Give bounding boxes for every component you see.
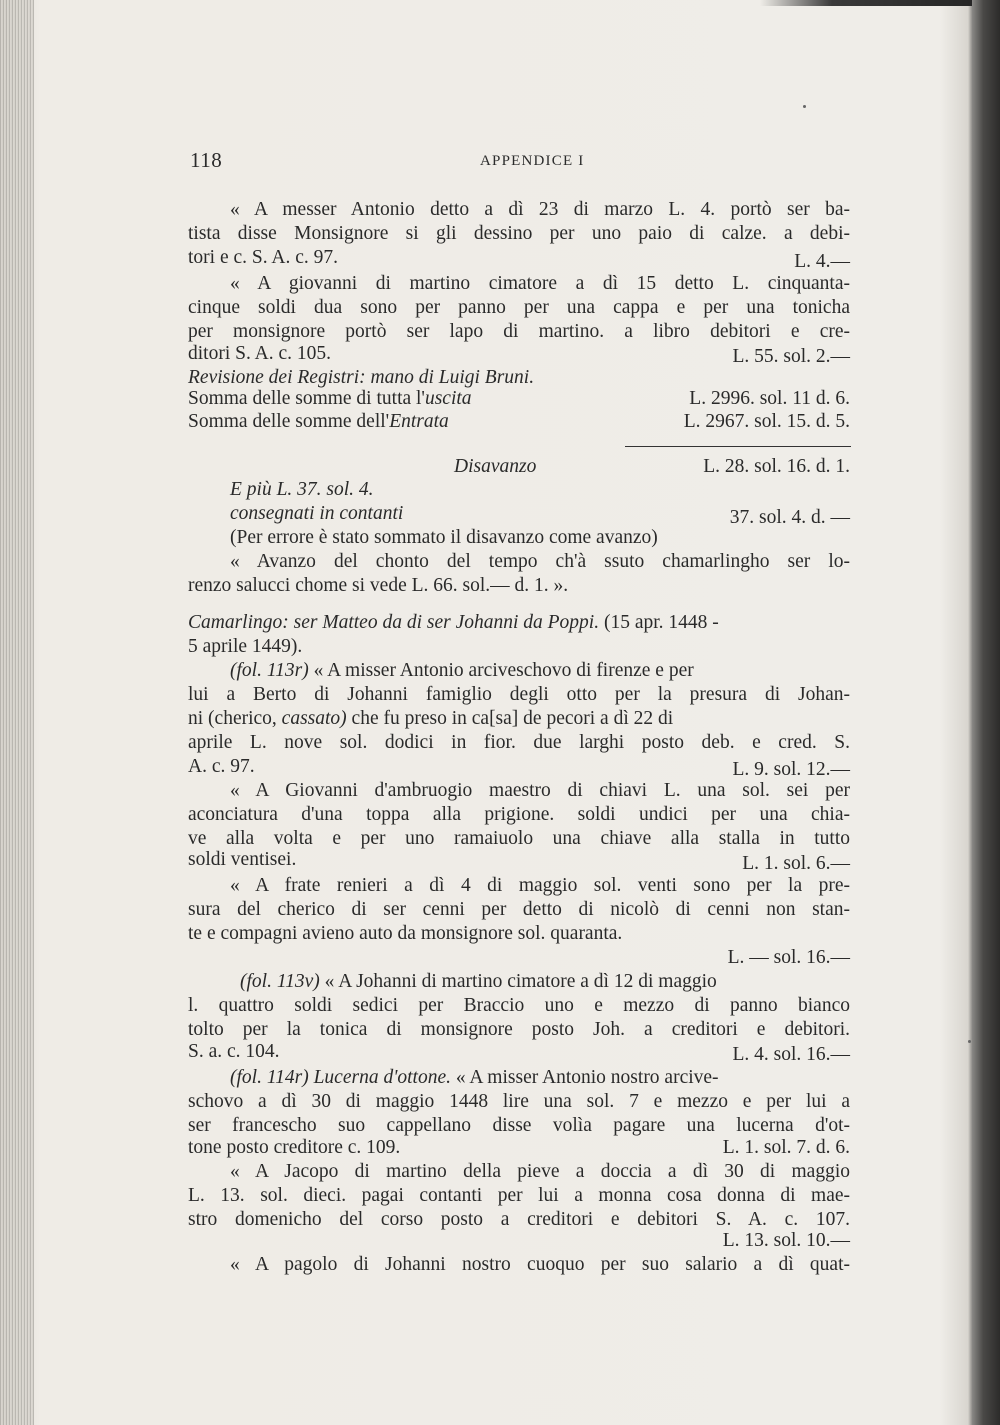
text-line: ve alla volta e per uno ramaiuolo una chiave alla stalla in tutto: [188, 828, 850, 849]
paper-speck: [803, 105, 806, 108]
text-fragment-italic: consegnati in contanti: [230, 503, 404, 524]
text-fragment: che fu preso in ca[sa] de pecori a dì 22 di: [346, 708, 674, 729]
text-fragment: « A misser Antonio arciveschovo di firenze e per: [308, 660, 694, 681]
text-line: [188, 707, 850, 731]
text-line: « A giovanni di martino cimatore a dì 15 detto L. cinquanta-: [230, 273, 850, 294]
page-number: 118: [190, 148, 223, 172]
text-line: « A Jacopo di martino della pieve a doccia a dì 30 di maggio: [230, 1161, 850, 1182]
text-line: « A pagolo di Johanni nostro cuoquo per suo salario a dì quat-: [230, 1254, 850, 1275]
text-line: cinque soldi dua sono per panno per una cappa e per una tonicha: [188, 297, 850, 318]
text-fragment: tone posto creditore c. 109.: [188, 1137, 401, 1158]
text-line: « A frate renieri a dì 4 di maggio sol. venti sono per la pre-: [230, 875, 850, 896]
amount: L. 28. sol. 16. d. 1.: [703, 456, 850, 477]
text-line: sura del cherico di ser cenni per detto di nicolò di cenni non stan-: [188, 899, 850, 920]
text-line: « Avanzo del chonto del tempo ch'à ssuto chamarlingho ser lo-: [230, 551, 850, 572]
text-line: tolto per la tonica di monsignore posto Joh. a creditori e debitori.: [188, 1019, 850, 1040]
text-line: te e compagni avieno auto da monsignore sol. quaranta.: [188, 923, 623, 944]
text-fragment: « A Johanni di martino cimatore a dì 12 di maggio: [319, 971, 717, 992]
text-fragment-italic: Disavanzo: [454, 456, 537, 477]
text-fragment: « A misser Antonio nostro arcive-: [451, 1067, 719, 1088]
text-fragment: S. a. c. 104.: [188, 1041, 280, 1062]
text-line: 5 aprile 1449).: [188, 636, 303, 657]
page-edges-decoration: [0, 0, 34, 1425]
amount: L. 1. sol. 7. d. 6.: [722, 1137, 850, 1158]
amount: L. 9. sol. 12.—: [732, 759, 850, 780]
text-line: « A messer Antonio detto a dì 23 di marzo L. 4. portò ser ba-: [230, 199, 850, 220]
text-fragment-italic: Entrata: [389, 411, 449, 432]
text-line: stro domenicho del corso posto a creditori e debitori S. A. c. 107.: [188, 1209, 850, 1230]
text-fragment-italic: uscita: [424, 388, 472, 409]
folio-reference: (fol. 113v): [240, 971, 320, 992]
text-line: « A Giovanni d'ambruogio maestro di chiavi L. una sol. sei per: [230, 780, 850, 801]
page-header: [0, 148, 1000, 178]
text-line: ser francescho suo cappellano disse volìa pagare una lucerna d'ot-: [188, 1115, 850, 1136]
text-line: [188, 755, 850, 779]
amount: L. 1. sol. 6.—: [742, 853, 850, 874]
text-line: [188, 848, 850, 872]
facing-page-shadow: [972, 0, 1000, 1425]
text-line: lui a Berto di Johanni famiglio degli otto per la presura di Johan-: [188, 684, 850, 705]
text-fragment: ditori S. A. c. 105.: [188, 343, 332, 364]
paper-speck: [968, 1040, 971, 1043]
text-line: [188, 387, 850, 411]
text-line: L. 13. sol. dieci. pagai contanti per lui a monna cosa donna di mae-: [188, 1185, 850, 1206]
amount: L. 4. sol. 16.—: [732, 1044, 850, 1065]
text-fragment: ni (cherico,: [188, 708, 282, 729]
amount: L. 4.—: [794, 251, 850, 272]
text-fragment: (15 apr. 1448 -: [599, 612, 719, 633]
text-fragment-italic: Camarlingo: ser Matteo da di ser Johanni da Poppi.: [188, 612, 600, 633]
text-fragment: Somma delle somme dell': [188, 411, 390, 432]
amount: L. 2967. sol. 15. d. 5.: [683, 411, 850, 432]
running-head: APPENDICE I: [480, 153, 585, 169]
text-fragment: Somma delle somme di tutta l': [188, 388, 425, 409]
text-fragment-italic: cassato): [281, 708, 347, 729]
text-line: [188, 611, 850, 635]
text-line: [188, 246, 850, 270]
text-line: [188, 1040, 850, 1064]
amount: 37. sol. 4. d. —: [729, 507, 850, 528]
text-line: L. — sol. 16.—: [727, 947, 850, 968]
text-line: aprile L. nove sol. dodici in fior. due larghi posto deb. e cred. S.: [188, 732, 850, 753]
text-line: per monsignore portò ser lapo di martino. a libro debitori e cre-: [188, 321, 850, 342]
text-line: [188, 342, 850, 366]
text-line: [188, 502, 850, 526]
binding-shadow-top: [760, 0, 1000, 6]
text-line: l. quattro soldi sedici per Braccio uno e mezzo di panno bianco: [188, 995, 850, 1016]
folio-reference: (fol. 113r): [230, 660, 309, 681]
text-line: Revisione dei Registri: mano di Luigi Bruni.: [188, 367, 535, 388]
text-line: [230, 1066, 850, 1090]
text-line: [188, 410, 850, 434]
sum-rule: [625, 446, 851, 447]
amount: L. 2996. sol. 11 d. 6.: [689, 388, 850, 409]
text-line: L. 13. sol. 10.—: [722, 1230, 850, 1251]
text-line: [240, 970, 850, 994]
text-line: aconciatura d'una toppa alla prigione. soldi undici per una chia-: [188, 804, 850, 825]
text-line: E più L. 37. sol. 4.: [230, 479, 374, 500]
amount: L. 55. sol. 2.—: [732, 346, 850, 367]
text-fragment: tori e c. S. A. c. 97.: [188, 247, 339, 268]
text-line: [188, 1136, 850, 1160]
text-line: tista disse Monsignore si gli dessino per uno paio di calze. a debi-: [188, 223, 850, 244]
text-line: [230, 659, 850, 683]
text-line: schovo a dì 30 di maggio 1448 lire una sol. 7 e mezzo e per lui a: [188, 1091, 850, 1112]
text-line: [188, 455, 850, 479]
folio-reference: (fol. 114r) Lucerna d'ottone.: [230, 1067, 451, 1088]
text-line: (Per errore è stato sommato il disavanzo come avanzo): [230, 527, 658, 548]
text-line: renzo salucci chome si vede L. 66. sol.— d. 1. ».: [188, 575, 569, 596]
text-fragment: soldi ventisei.: [188, 849, 297, 870]
text-fragment: A. c. 97.: [188, 756, 255, 777]
